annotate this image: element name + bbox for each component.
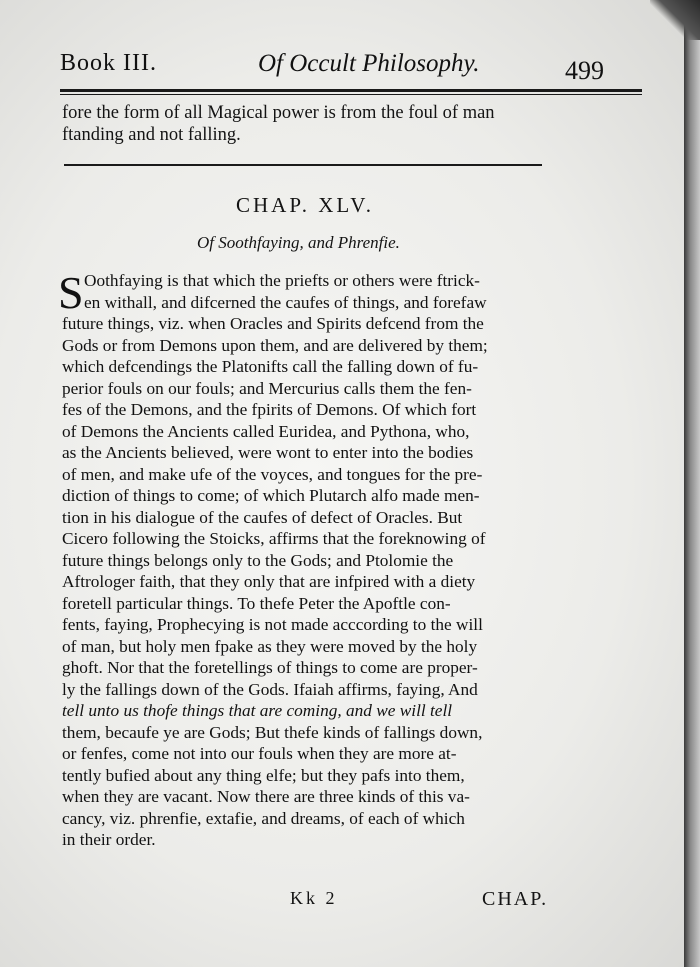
body-line: them, becaufe ye are Gods; But thefe kinds of fallings down,: [62, 722, 483, 742]
body-line: Gods or from Demons upon them, and are delivered by them;: [62, 335, 488, 355]
body-line: tion in his dialogue of the caufes of defect of Oracles. But: [62, 507, 463, 527]
body-line: of man, but holy men fpake as they were moved by the holy: [62, 636, 478, 656]
body-line: of men, and make ufe of the voyces, and tongues for the pre-: [62, 464, 483, 484]
chapter-heading: CHAP. XLV.: [236, 193, 374, 217]
body-line: Cicero following the Stoicks, affirms that the foreknowing of: [62, 529, 486, 548]
page-footer: [0, 888, 684, 918]
body-line: future things belongs only to the Gods; and Ptolomie the: [62, 550, 454, 570]
body-line: when they are vacant. Now there are three kinds of this va-: [62, 787, 470, 806]
continued-line: ftanding and not falling.: [62, 125, 241, 145]
body-line: tell unto us thofe things that are coming, and we will tell: [62, 701, 453, 720]
body-line: Aftrologer faith, that they only that are infpired with a diety: [62, 572, 476, 591]
body-line: en withall, and difcerned the caufes of things, and forefaw: [84, 292, 487, 312]
body-line: perior fouls on our fouls; and Mercurius calls them the fen-: [62, 378, 472, 398]
body-line: fes of the Demons, and the fpirits of Demons. Of which fort: [62, 400, 477, 419]
page-edge-shadow: [684, 0, 700, 967]
body-line: of Demons the Ancients called Euridea, and Pythona, who,: [62, 421, 470, 441]
page-corner-shadow: [650, 0, 700, 40]
body-line: as the Ancients believed, were wont to enter into the bodies: [62, 443, 474, 462]
body-line: or fenfes, come not into our fouls when they are more at-: [62, 744, 457, 763]
body-line: diction of things to come; of which Plutarch alfo made men-: [62, 486, 480, 505]
chapter-subtitle: Of Soothfaying, and Phrenfie.: [197, 233, 400, 252]
continued-line: fore the form of all Magical power is from the foul of man: [62, 103, 495, 123]
body-line: cancy, viz. phrenfie, extafie, and dreams, of each of which: [62, 808, 465, 828]
catchword: CHAP.: [482, 888, 549, 910]
continued-text: [62, 102, 582, 146]
book-label: Book III.: [60, 50, 157, 76]
signature-mark: Kk 2: [290, 888, 338, 908]
body-line: tently bufied about any thing elfe; but they pafs into them,: [62, 765, 465, 785]
body-line: fents, faying, Prophecying is not made acccording to the will: [62, 615, 483, 634]
body-line: future things, viz. when Oracles and Spirits defcend from the: [62, 314, 484, 333]
page-number: 499: [565, 56, 604, 85]
body-line: ly the fallings down of the Gods. Ifaiah affirms, faying, And: [62, 679, 478, 699]
body-line: Oothfaying is that which the priefts or others were ftrick-: [84, 271, 480, 290]
body-line: which defcendings the Platonifts call the falling down of fu-: [62, 357, 479, 376]
section-divider: [64, 164, 542, 166]
running-header: [60, 46, 650, 92]
drop-cap: S: [58, 267, 84, 318]
body-line: in their order.: [62, 830, 156, 849]
body-line: ghoft. Nor that the foretellings of things to come are proper-: [62, 658, 478, 677]
body-line: foretell particular things. To thefe Peter the Apoftle con-: [62, 593, 451, 613]
header-rule-thin: [60, 94, 642, 95]
running-title: Of Occult Philosophy.: [258, 50, 480, 77]
header-rule: [60, 89, 642, 92]
chapter-body: [62, 270, 562, 851]
